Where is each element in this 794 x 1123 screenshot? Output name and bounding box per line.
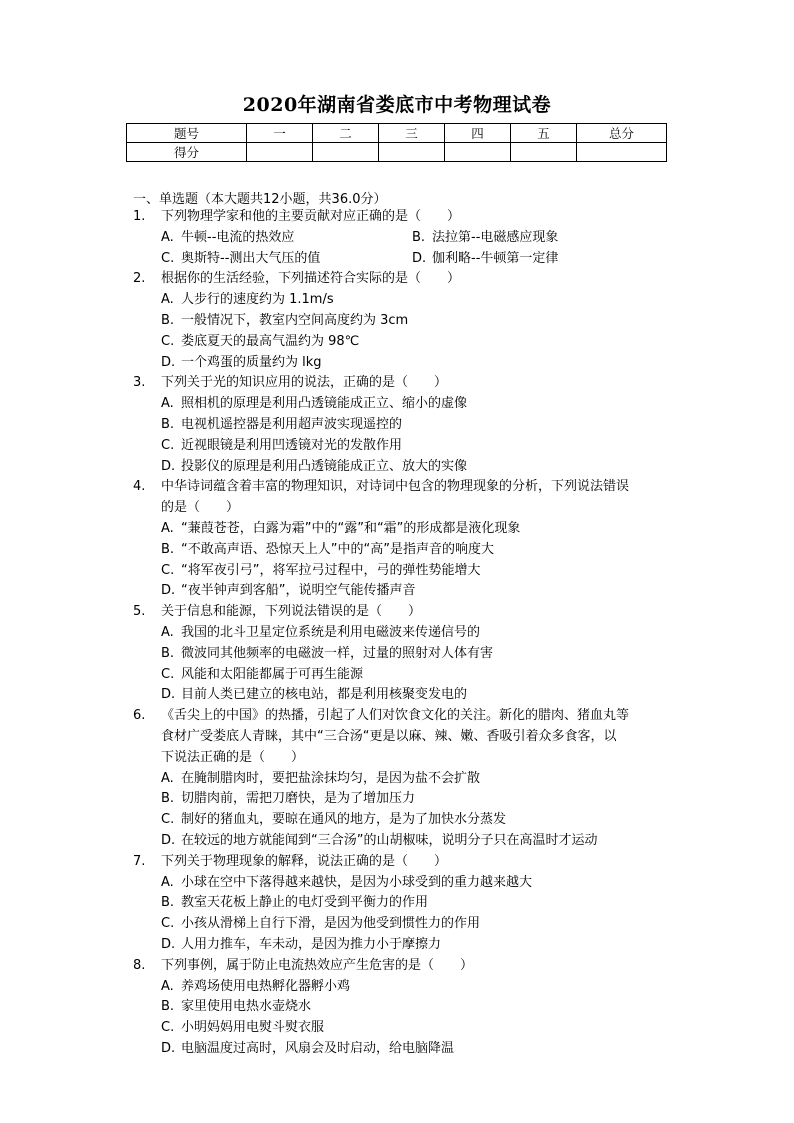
question-stem: 下列事例，属于防止电流热效应产生危害的是（ ） [161, 957, 474, 973]
option-label: D. [161, 1041, 176, 1056]
option-text: 小孩从滑梯上自行下滑，是因为他受到惯性力的作用 [181, 916, 481, 932]
answer-option[interactable] [161, 644, 493, 664]
option-text: 人用力推车，车未动，是因为推力小于摩擦力 [181, 937, 442, 952]
question-stem: 关于信息和能源，下列说法错误的是（ ） [161, 604, 422, 620]
option-text: 人步行的速度约为 1.1m/s [181, 292, 334, 308]
option-text: 电视机遥控器是利用超声波实现遥控的 [181, 417, 403, 432]
answer-option[interactable] [161, 436, 402, 456]
score-cell[interactable] [313, 143, 379, 162]
option-label: D. [412, 250, 427, 266]
question-number: 6. [133, 708, 146, 724]
option-label: C. [161, 437, 175, 453]
answer-option[interactable] [161, 394, 467, 414]
option-label: D. [161, 687, 176, 703]
question-number: 3. [133, 375, 146, 391]
question-number: 7. [133, 853, 146, 869]
option-text: 小球在空中下落得越来越快，是因为小球受到的重力越来越大 [181, 874, 533, 890]
option-text: 电脑温度过高时，风扇会及时启动，给电脑降温 [181, 1041, 455, 1056]
answer-option[interactable] [161, 519, 520, 539]
option-label: C. [161, 333, 175, 349]
option-text: 近视眼镜是利用凹透镜对光的发散作用 [181, 437, 403, 453]
score-header-cell: 总分 [577, 124, 667, 143]
option-label: A. [161, 396, 174, 412]
score-header-cell: 二 [313, 124, 379, 143]
answer-option[interactable] [161, 685, 467, 705]
option-label: C. [161, 562, 175, 578]
option-text: “蒹葭苍苍，白露为霜”中的“露”和“霜”的形成都是液化现象 [181, 521, 521, 536]
option-label: D. [161, 833, 176, 848]
option-text: 照相机的原理是利用凸透镜能成正立、缩小的虚像 [181, 396, 468, 412]
option-label: A. [161, 292, 174, 308]
option-label: A. [161, 625, 174, 640]
answer-option[interactable] [161, 228, 294, 248]
option-text: 娄底夏天的最高气温约为 98℃ [181, 333, 360, 349]
question-stem: 中华诗词蕴含着丰富的物理知识，对诗词中包含的物理现象的分析，下列说法错误 [161, 479, 630, 495]
score-cell[interactable] [379, 143, 445, 162]
option-text: 制好的猪血丸，要晾在通风的地方，是为了加快水分蒸发 [181, 812, 507, 828]
question-number: 4. [133, 479, 146, 495]
option-text: 一个鸡蛋的质量约为 lkg [181, 354, 322, 370]
answer-option[interactable] [161, 831, 597, 851]
question-stem: 下列物理学家和他的主要贡献对应正确的是（ ） [161, 209, 461, 224]
option-label: C. [161, 250, 175, 266]
option-text: 风能和太阳能都属于可再生能源 [181, 666, 364, 682]
option-label: D. [161, 937, 176, 952]
option-text: “将军夜引弓”，将军拉弓过程中，弓的弹性势能增大 [181, 562, 481, 578]
option-label: B. [161, 541, 175, 557]
option-text: 养鸡场使用电热孵化器孵小鸡 [181, 978, 351, 994]
question-stem: 根据你的生活经验，下列描述符合实际的是（ ） [161, 271, 461, 287]
option-text: 在较远的地方就能闻到“三合汤”的山胡椒味，说明分子只在高温时才运动 [181, 833, 598, 848]
answer-option[interactable] [161, 810, 506, 830]
answer-option[interactable] [161, 769, 480, 789]
question-stem: 的是（ ） [161, 500, 240, 516]
option-label: A. [161, 229, 174, 245]
question-stem: 下列关于光的知识应用的说法，正确的是（ ） [161, 375, 448, 391]
score-row-label: 得分 [127, 143, 247, 162]
question-number: 2. [133, 271, 146, 287]
option-text: 教室天花板上静止的电灯受到平衡力的作用 [181, 895, 429, 911]
answer-option[interactable] [161, 789, 415, 809]
score-header-cell: 一 [247, 124, 313, 143]
option-text: 我国的北斗卫星定位系统是利用电磁波来传递信号的 [181, 625, 481, 640]
section-heading: 一、单选题（本大题共12小题，共36.0分） [133, 192, 387, 207]
option-label: C. [161, 916, 175, 932]
score-cell[interactable] [577, 143, 667, 162]
option-text: 目前人类已建立的核电站，都是利用核聚变发电的 [181, 687, 468, 703]
score-header-cell: 四 [445, 124, 511, 143]
answer-option[interactable] [161, 623, 480, 643]
answer-option[interactable] [161, 1039, 454, 1059]
answer-option[interactable] [161, 581, 415, 601]
answer-option[interactable] [161, 1018, 324, 1038]
option-text: 小明妈妈用电熨斗熨衣服 [181, 1020, 325, 1036]
option-text: 奥斯特--测出大气压的值 [181, 250, 321, 266]
option-label: A. [161, 770, 174, 786]
score-header-cell: 五 [511, 124, 577, 143]
score-header-cell: 题号 [127, 124, 247, 143]
option-label: C. [161, 666, 175, 682]
option-text: “不敢高声语、恐惊天上人”中的“高”是指声音的响度大 [181, 541, 494, 557]
option-text: 在腌制腊肉时，要把盐涂抹均匀，是因为盐不会扩散 [181, 770, 481, 786]
option-text: 牛顿--电流的热效应 [181, 229, 295, 245]
exam-title: 2020年湖南省娄底市中考物理试卷 [242, 94, 552, 116]
answer-option[interactable] [161, 249, 320, 269]
answer-option[interactable] [161, 540, 494, 560]
score-cell[interactable] [247, 143, 313, 162]
question-stem: 《舌尖上的中国》的热播，引起了人们对饮食文化的关注。新化的腊肉、猪血丸等 [161, 708, 630, 724]
answer-option[interactable] [161, 353, 322, 373]
score-table-score-row [127, 143, 667, 162]
answer-option[interactable] [161, 311, 408, 331]
answer-option[interactable] [412, 228, 558, 248]
answer-option[interactable] [161, 873, 532, 893]
option-label: B. [161, 417, 175, 432]
option-text: 伽利略--牛顿第一定律 [432, 250, 559, 266]
option-label: D. [161, 354, 176, 370]
option-label: D. [161, 458, 176, 474]
answer-option[interactable] [161, 332, 359, 352]
answer-option[interactable] [161, 914, 480, 934]
option-label: D. [161, 583, 176, 599]
question-stem: 下列关于物理现象的解释，说法正确的是（ ） [161, 853, 448, 869]
option-text: 家里使用电热水壶烧水 [181, 999, 312, 1015]
option-text: 投影仪的原理是利用凸透镜能成正立、放大的实像 [181, 458, 468, 474]
question-number: 1. [133, 209, 146, 224]
option-text: 切腊肉前，需把刀磨快，是为了增加压力 [181, 791, 416, 807]
option-label: A. [161, 521, 174, 536]
answer-option[interactable] [161, 415, 402, 435]
option-label: C. [161, 1020, 175, 1036]
answer-option[interactable] [161, 290, 334, 310]
option-label: A. [161, 978, 174, 994]
score-header-cell: 三 [379, 124, 445, 143]
option-text: “夜半钟声到客船”，说明空气能传播声音 [181, 583, 416, 599]
option-label: B. [161, 895, 175, 911]
option-label: B. [161, 999, 175, 1015]
answer-option[interactable] [161, 977, 350, 997]
answer-option[interactable] [412, 249, 558, 269]
option-label: C. [161, 812, 175, 828]
question-stem: 食材广受娄底人青睐，其中“三合汤“更是以麻、辣、嫩、香吸引着众多食客，以 [161, 729, 617, 744]
question-number: 8. [133, 957, 146, 973]
score-table [126, 123, 667, 162]
question-stem: 下说法正确的是（ ） [161, 749, 305, 765]
answer-option[interactable] [161, 665, 363, 685]
answer-option[interactable] [161, 935, 441, 955]
option-label: B. [161, 791, 175, 807]
option-label: B. [161, 645, 175, 661]
score-cell[interactable] [445, 143, 511, 162]
answer-option[interactable] [161, 561, 480, 581]
option-text: 微波同其他频率的电磁波一样，过量的照射对人体有害 [181, 645, 494, 661]
answer-option[interactable] [161, 893, 428, 913]
score-cell[interactable] [511, 143, 577, 162]
question-number: 5. [133, 604, 146, 620]
score-table-header-row [127, 124, 667, 143]
option-label: B. [412, 229, 426, 245]
option-label: A. [161, 874, 174, 890]
option-label: B. [161, 313, 175, 328]
option-text: 法拉第--电磁感应现象 [432, 229, 559, 245]
answer-option[interactable] [161, 997, 311, 1017]
answer-option[interactable] [161, 457, 467, 477]
option-text: 一般情况下，教室内空间高度约为 3cm [181, 313, 409, 328]
